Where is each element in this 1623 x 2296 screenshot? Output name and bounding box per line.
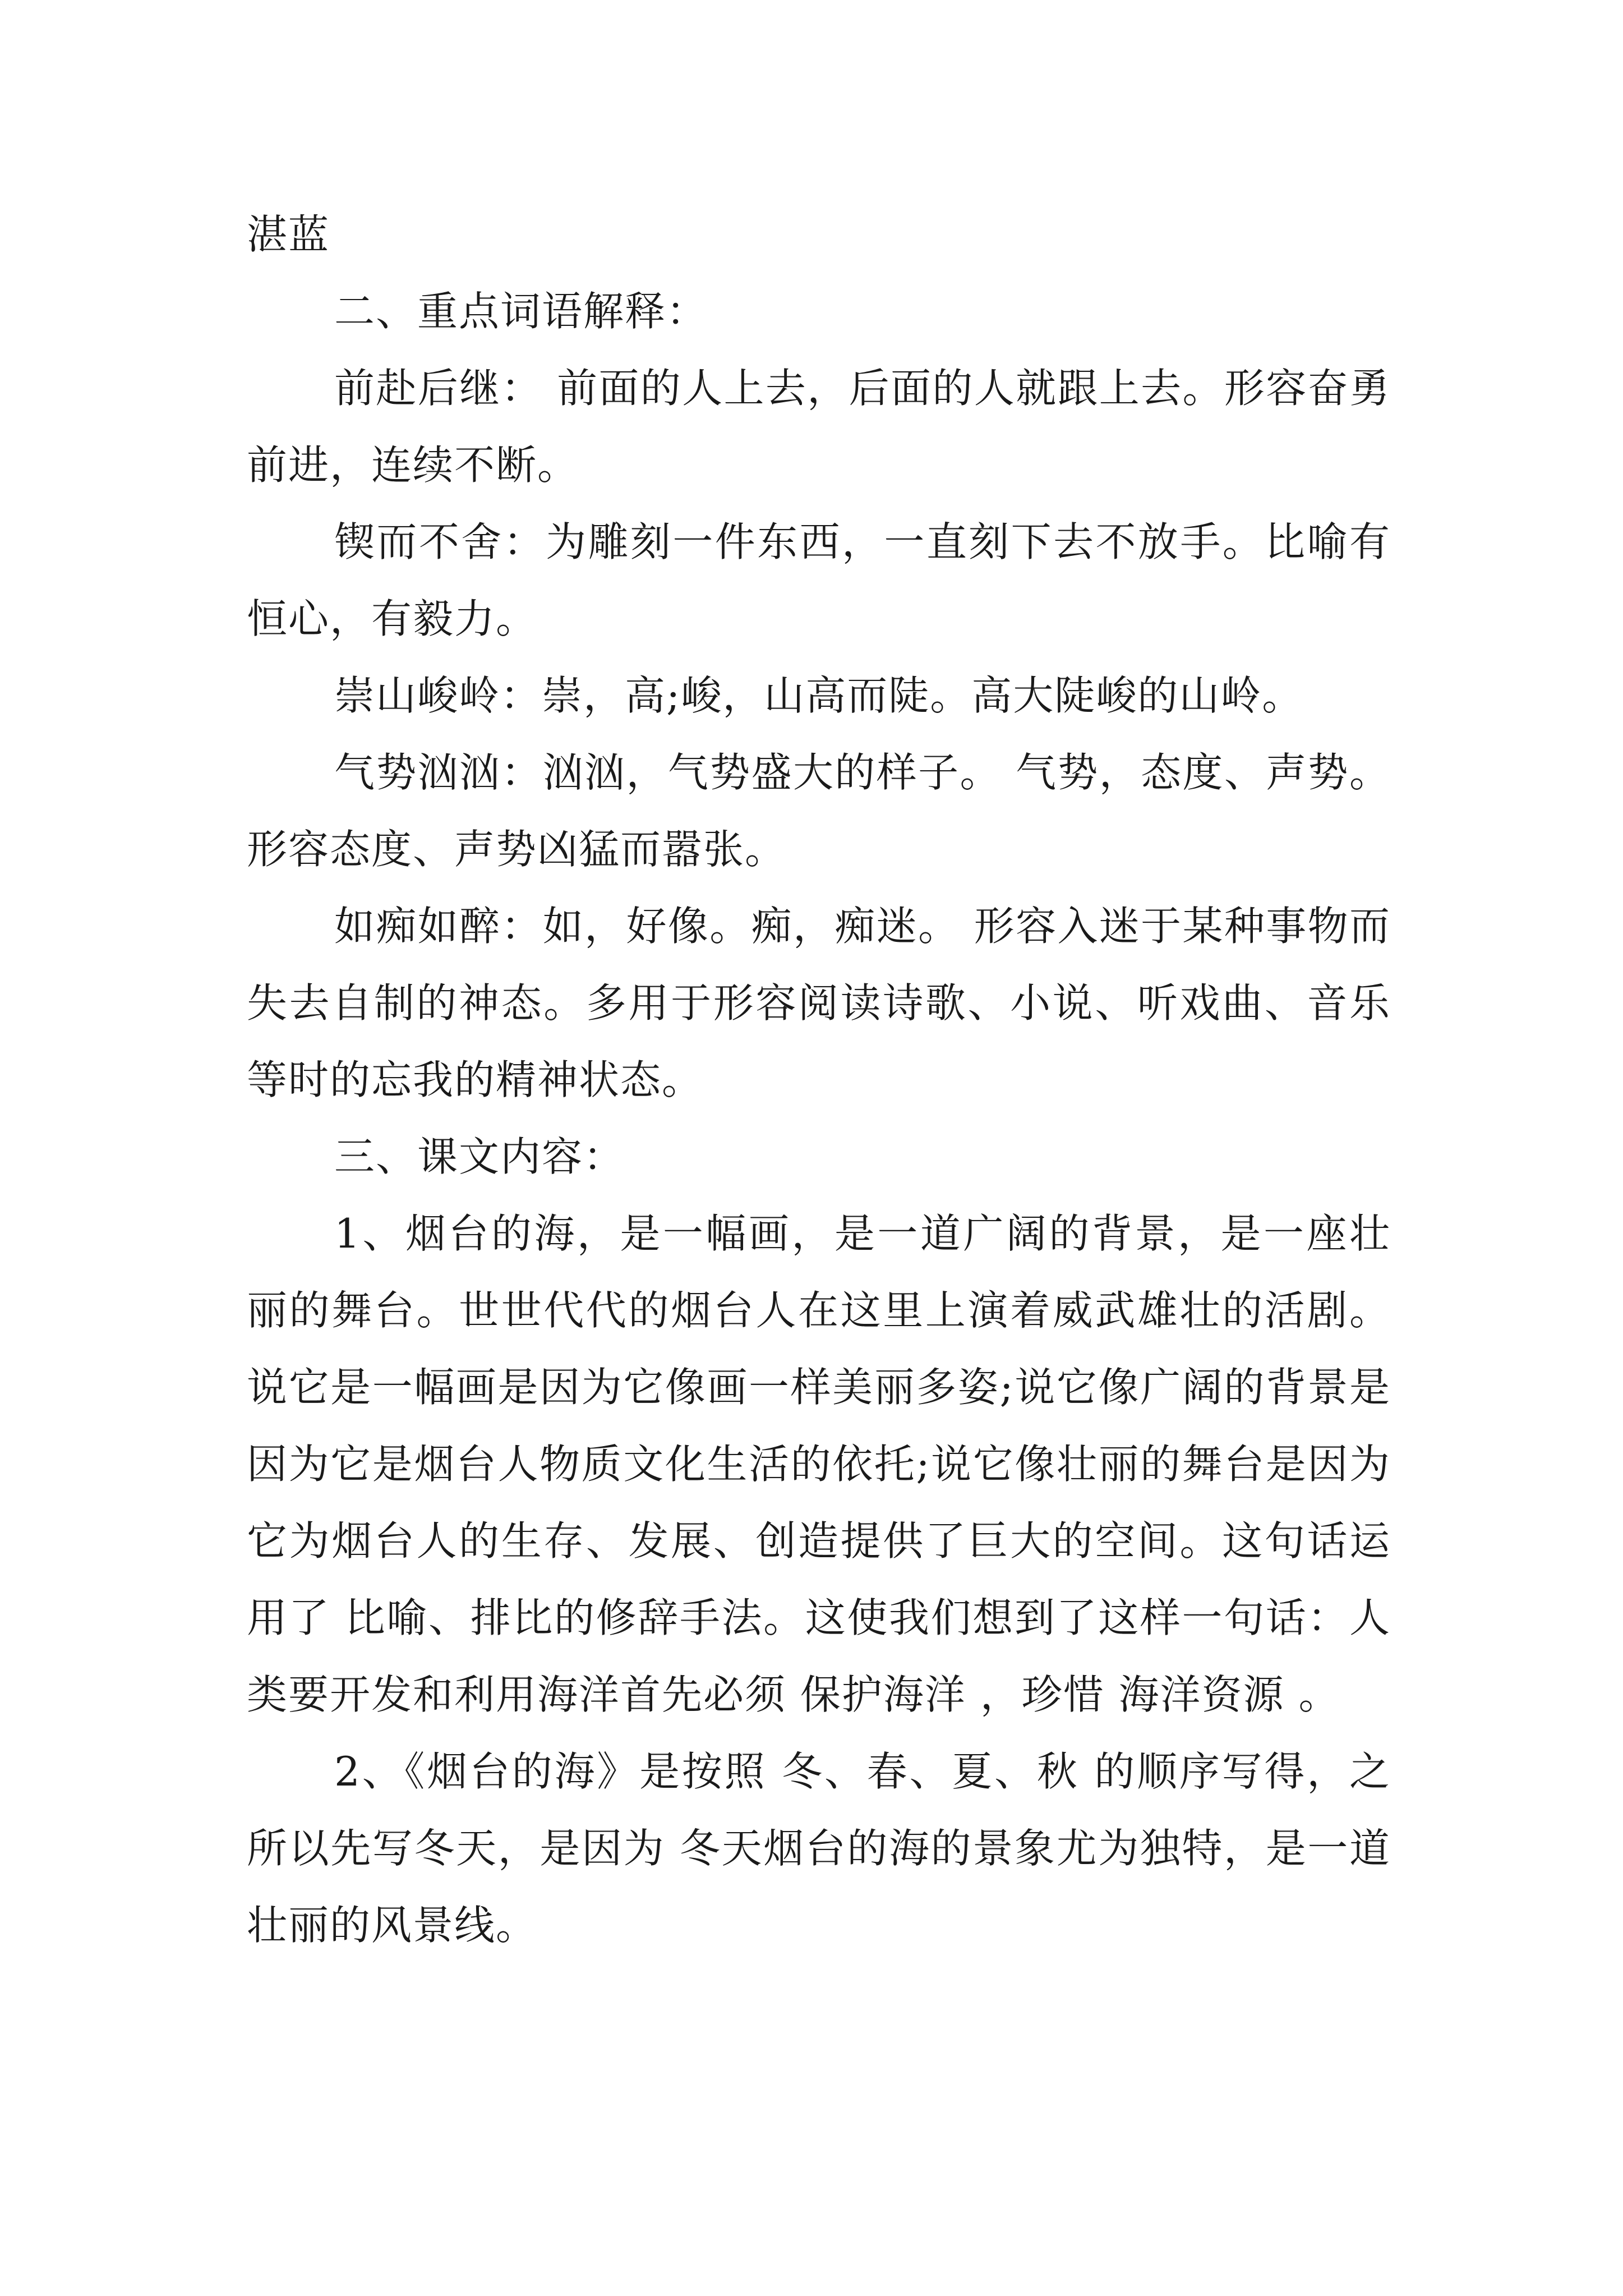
content-paragraph-1: 1、烟台的海，是一幅画，是一道广阔的背景，是一座壮丽的舞台。世世代代的烟台人在这里上演着威武雄壮的活剧。说它是一幅画是因为它像画一样美丽多姿;说它像广阔的背景是因为它是烟台人物质文化生活的依托;说它像壮丽的舞台是因为它为烟台人的生存、发展、创造提供了巨大的空间。这句话运用了 比喻、排比的修辞手法。这使我们想到了这样一句话：人类要开发和利用海洋首先必须 保护海洋 ，珍惜 海洋资源 。	[247, 1210, 1391, 1718]
content-paragraph-2: 2、《烟台的海》是按照 冬、春、夏、秋 的顺序写得，之所以先写冬天，是因为 冬天烟台的海的景象尤为独特，是一道壮丽的风景线。	[247, 1748, 1391, 1949]
section-heading-text-content: 三、课文内容：	[334, 1133, 625, 1180]
paragraph-continuation: 湛蓝	[247, 211, 330, 258]
document-body	[247, 196, 1391, 1964]
definition-qianfuhouji: 前赴后继： 前面的人上去，后面的人就跟上去。形容奋勇前进，连续不断。	[247, 365, 1391, 489]
definition-chongshanjunling: 崇山峻岭：崇，高;峻，山高而陡。高大陡峻的山岭。	[334, 672, 1304, 719]
definition-qieerbushe: 锲而不舍：为雕刻一件东西，一直刻下去不放手。比喻有恒心，有毅力。	[247, 518, 1391, 642]
definition-qishixiongxiong: 气势汹汹：汹汹，气势盛大的样子。 气势，态度、声势。形容态度、声势凶猛而嚣张。	[247, 749, 1391, 873]
section-heading-key-words: 二、重点词语解释：	[334, 288, 708, 335]
definition-ruchiruzui: 如痴如醉：如，好像。痴，痴迷。 形容入迷于某种事物而失去自制的神态。多用于形容阅读诗歌、小说、听戏曲、音乐等时的忘我的精神状态。	[247, 903, 1391, 1103]
